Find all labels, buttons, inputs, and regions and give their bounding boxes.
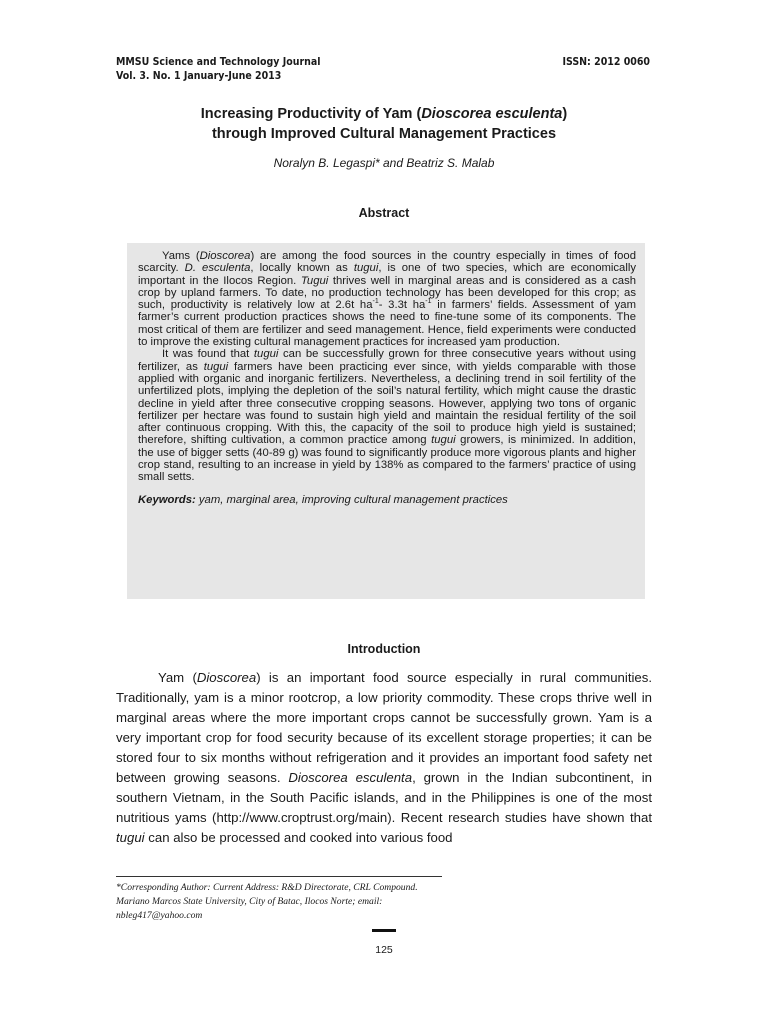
title-line-1 <box>0 104 768 124</box>
corresponding-author-footnote: *Corresponding Author: Current Address: R&D Directorate, CRL Compound. Mariano Marcos State University, City of Batac, Ilocos Norte; email: nbleg417@yahoo.com <box>116 882 418 921</box>
abstract-paragraph-2: It was found that tugui can be successfully grown for three consecutive years without using fertilizer, as tugui farmers have been practicing ever since, with yields comparable with those applied with organic and inorganic fertilizers. Nevertheless, a declining trend in soil fertility of the unfertilized plots, implying the depletion of the soil’s natural fertility, which might cause the drastic decline in yield after three consecutive cropping seasons. However, applying two tons of organic fertilizer per hectare was found to sustain high yield and maintain the residual fertility of the soil after continuous cropping. With this, the capacity of the soil to produce high yield is sustained; therefore, shifting cultivation, a common practice among tugui growers, is minimized. In addition, the use of bigger setts (40-89 g) was found to significantly produce more vigorous plants and higher crop stand, resulting to an increase in yield by 138% as compared to the farmers’ practice of using small setts. <box>138 348 636 484</box>
keywords-label: Keywords: <box>138 493 196 506</box>
page-number: 125 <box>375 944 393 956</box>
abstract-paragraph-1: Yams (Dioscorea) are among the food sources in the country especially in times of food scarcity. D. esculenta, locally known as tugui, is one of two species, which are economically important in the Ilocos Region. Tugui thrives well in marginal areas and is considered as a cash crop by upland farmers. To date, no production technology has been developed for this crop; as such, productivity is relatively low at 2.6t $ha^{-1}-$ 3.3t $ha^{-1}$ in farmers’ fields. Assessment of yam farmer’s current production practices shows the need to fine-tune some of its components. The most critical of them are fertilizer and seed management. Hence, field experiments were conducted to improve the existing cultural management practices for increased yam production. <box>138 250 637 349</box>
author-list: Noralyn B. Legaspi* and Beatriz S. Malab <box>273 156 495 170</box>
paper-title <box>0 104 768 144</box>
abstract-box <box>127 243 645 599</box>
abstract-heading: Abstract <box>358 206 410 220</box>
issn: ISSN: 2012 0060 <box>562 56 650 68</box>
title-line-2: through Improved Cultural Management Practices <box>211 126 557 142</box>
footnote-rule <box>116 876 442 877</box>
title-text: Increasing Productivity of Yam ( <box>200 106 422 122</box>
title-species: Dioscorea esculenta <box>421 106 563 122</box>
introduction-heading: Introduction <box>347 642 421 656</box>
journal-volume: Vol. 3. No. 1 January-June 2013 <box>116 70 282 82</box>
introduction-paragraph: Yam (Dioscorea) is an important food source especially in rural communities. Traditionally, yam is a minor rootcrop, a low priority commodity. These crops thrive well in marginal areas where the more important crops cannot be successfully grown. Yam is a very important crop for food security because of its excellent storage properties; it can be stored four to six months without refrigeration and it provides an important food safety net between growing seasons. Dioscorea esculenta, grown in the Indian subcontinent, in southern Vietnam, in the South Pacific islands, and in the Philippines is one of the most nutritious yams (http://www.croptrust.org/main). Recent research studies have shown that tugui can also be processed and cooked into various food <box>116 670 652 845</box>
journal-info <box>116 55 320 83</box>
keywords-text: yam, marginal area, improving cultural management practices <box>195 493 508 506</box>
running-header <box>116 55 650 83</box>
journal-name: MMSU Science and Technology Journal <box>116 56 321 68</box>
title-text: ) <box>562 106 568 122</box>
page-number-rule <box>372 929 396 932</box>
keywords <box>138 494 636 506</box>
